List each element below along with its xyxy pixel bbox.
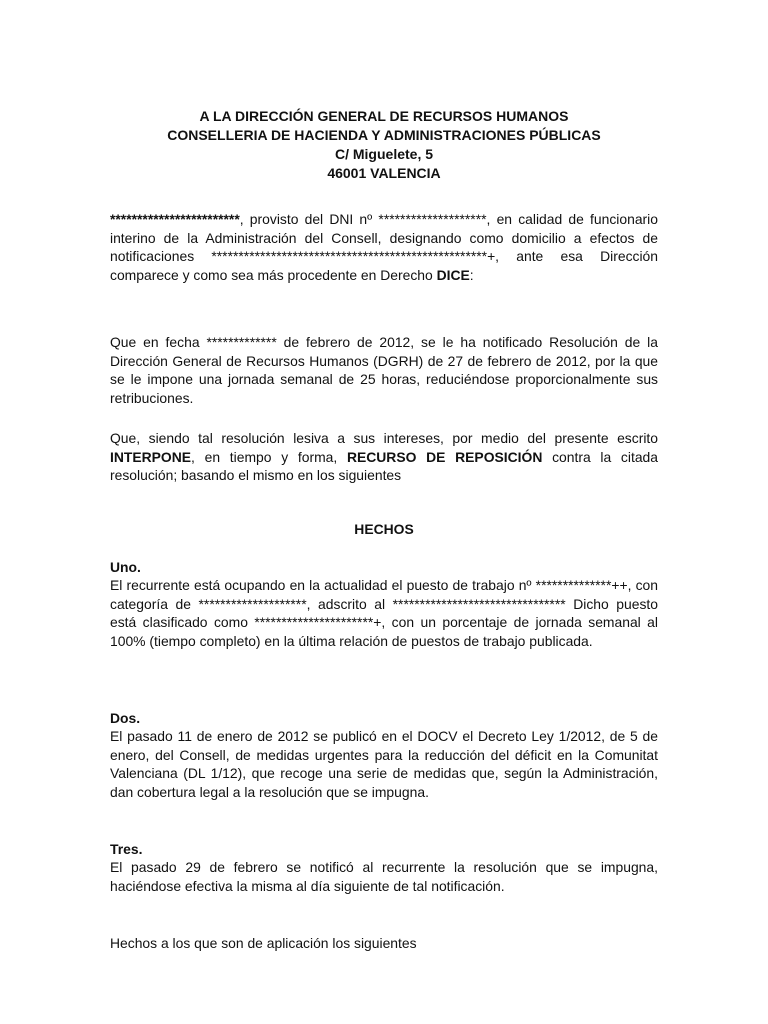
header-line-3: C/ Miguelete, 5: [334, 146, 434, 162]
dice-keyword: DICE: [436, 266, 470, 283]
p2-text-c: contra la citada resolución; basando el mismo en los siguientes: [110, 448, 658, 483]
paragraph-interpone: [110, 429, 658, 485]
header-line-4: 46001 VALENCIA: [327, 165, 441, 181]
dos-paragraph: El pasado 11 de enero de 2012 se publicó en el DOCV el Decreto Ley 1/2012, de 5 de enero, del Consell, de medidas urgentes para la reducción del déficit en la Comunitat Valenciana (DL 1/12), que recoge una serie de medidas que, según la Administración, dan cobertura legal a la resolución que se impugna.: [110, 728, 658, 800]
hechos-heading: HECHOS: [354, 521, 414, 537]
p2-text-b: , en tiempo y forma,: [191, 448, 347, 465]
recurso-keyword: RECURSO DE REPOSICIÓN: [346, 448, 543, 465]
uno-heading: Uno.: [110, 559, 141, 575]
p2-text-a: Que, siendo tal resolución lesiva a sus intereses, por medio del presente escrito: [110, 430, 658, 446]
closing-line: Hechos a los que son de aplicación los siguientes: [110, 935, 417, 951]
tres-heading: Tres.: [110, 841, 143, 857]
paragraph-fecha: Que en fecha ************* de febrero de 2012, se le ha notificado Resolución de la Dirección General de Recursos Humanos (DGRH) de 27 de febrero de 2012, por la que se le impone una jornada semanal de 25 horas, reduciéndose proporcionalmente sus retribuciones.: [110, 334, 658, 406]
intro-text-a: , provisto del DNI nº ********************, en calidad de funcionario interino de la Administración del Consell, designando como domicilio a efectos de notificaciones ***************************************************+, ante esa Dirección comparece y como sea más procedente en Derecho: [110, 211, 658, 283]
intro-paragraph: [110, 210, 658, 284]
header-line-2: CONSELLERIA DE HACIENDA Y ADMINISTRACIONES PÚBLICAS: [167, 127, 601, 143]
dos-heading: Dos.: [110, 710, 141, 726]
tres-paragraph: El pasado 29 de febrero se notificó al recurrente la resolución que se impugna, haciéndose efectiva la misma al día siguiente de tal notificación.: [110, 859, 658, 894]
addressee-header: [110, 107, 658, 183]
uno-paragraph: El recurrente está ocupando en la actualidad el puesto de trabajo nº **************++, con categoría de ********************, adscrito al ******************************** Dicho puesto está clasificado como **********************+, con un porcentaje de jornada semanal al 100% (tiempo completo) en la última relación de puestos de trabajo publicada.: [110, 577, 658, 649]
name-mask: ************************: [110, 211, 240, 227]
intro-text-b: :: [469, 266, 474, 283]
header-line-1: A LA DIRECCIÓN GENERAL DE RECURSOS HUMANOS: [199, 108, 569, 124]
interpone-keyword: INTERPONE: [110, 448, 192, 465]
